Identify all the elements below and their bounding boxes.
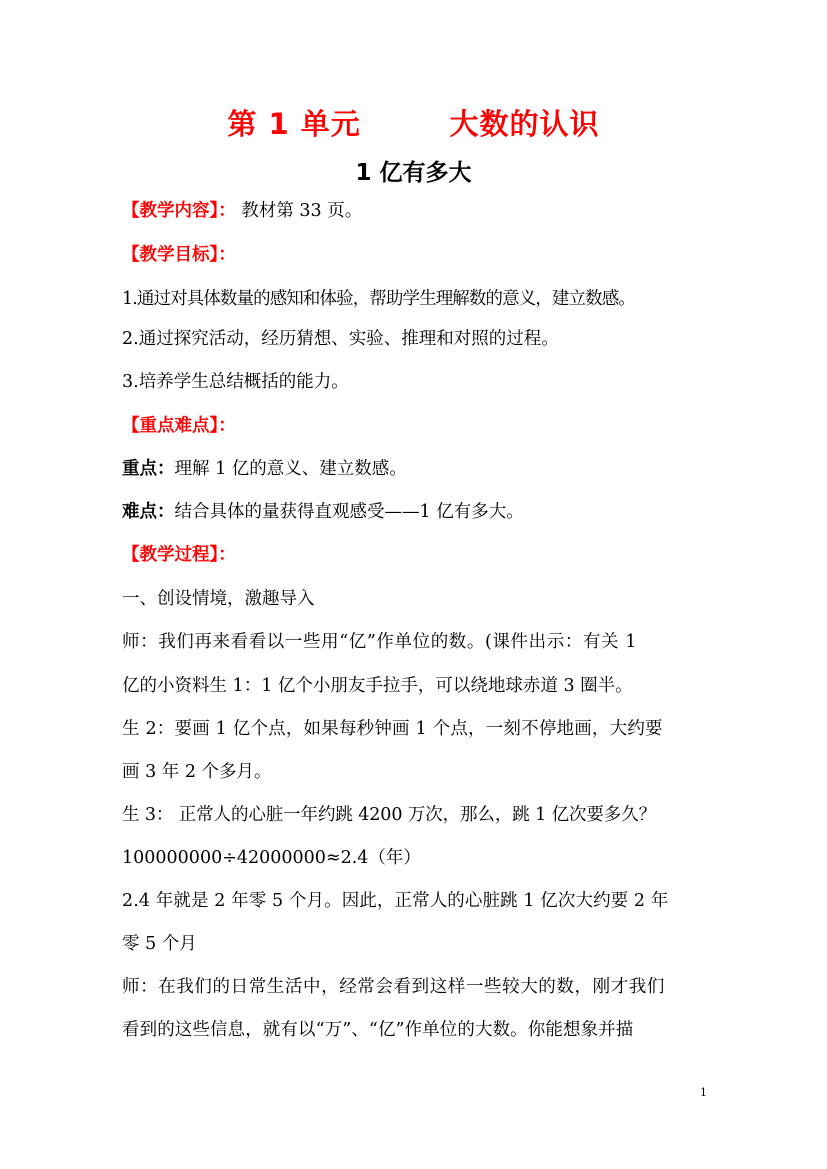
process-line: 亿的小资料生 1：1 亿个小朋友手拉手，可以绕地球赤道 3 圈半。 bbox=[122, 676, 633, 696]
process-line: 师：我们再来看看以一些用“亿”作单位的数。(课件出示：有关 1 bbox=[122, 632, 638, 652]
page-number: 1 bbox=[700, 1086, 707, 1099]
process-line: 2.4 年就是 2 年零 5 个月。因此，正常人的心脏跳 1 亿次大约要 2 年 bbox=[122, 891, 669, 911]
process-line: 一、创设情境，激趣导入 bbox=[122, 589, 315, 609]
teaching-content-label: 【教学内容】： bbox=[122, 201, 236, 221]
process-line: 零 5 个月 bbox=[122, 934, 197, 954]
teaching-content-text: 教材第 33 页。 bbox=[235, 201, 363, 221]
process-line: 看到的这些信息，就有以“万”、“亿”作单位的大数。你能想象并描 bbox=[122, 1020, 634, 1040]
process-label: 【教学过程】： bbox=[122, 545, 236, 565]
process-heading bbox=[122, 543, 712, 567]
difficult-point-text: 结合具体的量获得直观感受——1 亿有多大。 bbox=[174, 502, 524, 522]
goal-item-3: 3.培养学生总结概括的能力。 bbox=[122, 372, 349, 392]
goal-item-1: 1.通过对具体数量的感知和体验，帮助学生理解数的意义，建立数感。 bbox=[122, 289, 635, 309]
key-difficult-heading bbox=[122, 414, 712, 438]
goal-item-2: 2.通过探究活动，经历猜想、实验、推理和对照的过程。 bbox=[122, 329, 559, 349]
key-point-line bbox=[122, 457, 712, 481]
process-line: 生 3： 正常人的心脏一年约跳 4200 万次，那么，跳 1 亿次要多久？ bbox=[122, 805, 656, 825]
process-line: 师：在我们的日常生活中，经常会看到这样一些较大的数，刚才我们 bbox=[122, 977, 665, 997]
teaching-content-line bbox=[122, 199, 712, 223]
document-title: 第 1 单元 大数的认识 bbox=[227, 107, 600, 141]
document-subtitle: 1 亿有多大 bbox=[355, 160, 472, 186]
teaching-goals-heading bbox=[122, 243, 712, 267]
process-line: 生 2：要画 1 亿个点，如果每秒钟画 1 个点，一刻不停地画，大约要 bbox=[122, 719, 663, 739]
key-point-text: 理解 1 亿的意义、建立数感。 bbox=[174, 459, 407, 479]
key-point-label: 重点： bbox=[122, 459, 175, 479]
difficult-point-label: 难点： bbox=[122, 502, 175, 522]
process-line: 100000000÷42000000≈2.4（年） bbox=[122, 848, 421, 868]
difficult-point-line bbox=[122, 500, 712, 524]
key-difficult-label: 【重点难点】： bbox=[122, 416, 236, 436]
process-line: 画 3 年 2 个多月。 bbox=[122, 762, 272, 782]
teaching-goals-label: 【教学目标】： bbox=[122, 245, 236, 265]
